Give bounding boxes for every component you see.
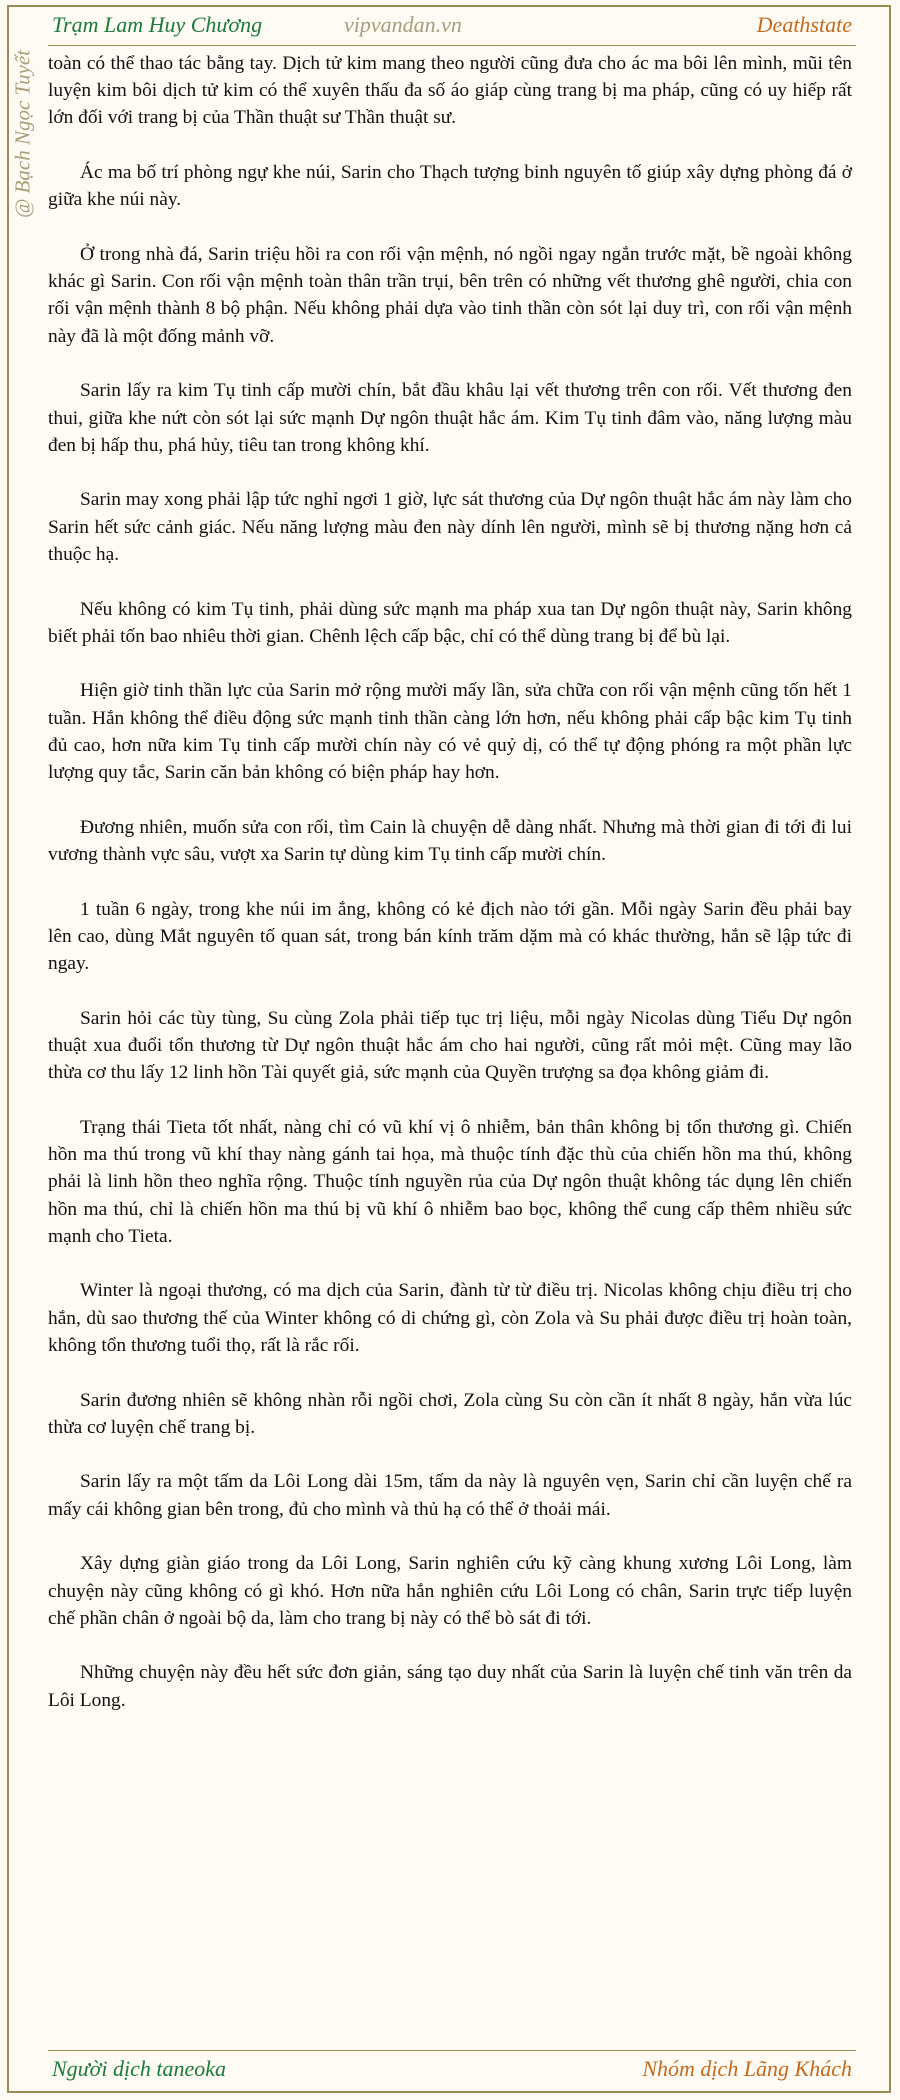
footer-group: Nhóm dịch Lãng Khách <box>642 2056 852 2081</box>
side-watermark: @ Bạch Ngọc Tuyết <box>10 50 35 219</box>
paragraph: Sarin lấy ra kim Tụ tinh cấp mười chín, bắt đầu khâu lại vết thương trên con rối. Vết thương đen thui, giữa khe nứt còn sót lại sức mạnh Dự ngôn thuật hắc ám. Kim Tụ tinh đâm vào, năng lượng màu đen bị hấp thu, phá hủy, tiêu tan trong không khí. <box>48 380 852 456</box>
paragraph: 1 tuần 6 ngày, trong khe núi im ắng, không có kẻ địch nào tới gần. Mỗi ngày Sarin đều phải bay lên cao, dùng Mắt nguyên tố quan sát, trong bán kính trăm dặm mà có khác thường, hắn sẽ lập tức đi ngay. <box>48 898 852 975</box>
header-book-title: Deathstate <box>756 12 852 37</box>
paragraph: Winter là ngoại thương, có ma dịch của Sarin, đành từ từ điều trị. Nicolas không chịu điều trị cho hắn, dù sao thương thế của Winter không có di chứng gì, còn Zola và Su phải được điều trị hoàn toàn, không tổn thương tuổi thọ, rất là rắc rối. <box>48 1280 852 1356</box>
paragraph: Sarin đương nhiên sẽ không nhàn rỗi ngồi chơi, Zola cùng Su còn cần ít nhất 8 ngày, hắn vừa lúc thừa cơ luyện chế trang bị. <box>48 1389 852 1438</box>
paragraph: Ác ma bố trí phòng ngự khe núi, Sarin cho Thạch tượng binh nguyên tố giúp xây dựng phòng đá ở giữa khe núi này. <box>48 162 852 211</box>
paragraph: Nếu không có kim Tụ tinh, phải dùng sức mạnh ma pháp xua tan Dự ngôn thuật này, Sarin không biết phải tốn bao nhiêu thời gian. Chênh lệch cấp bậc, chỉ có thể dùng trang bị để bù lại. <box>48 598 852 647</box>
header-domain: vipvandan.vn <box>344 12 462 37</box>
footer-divider <box>48 2050 856 2051</box>
paragraph: toàn có thể thao tác bằng tay. Dịch tử kim mang theo người cũng đưa cho ác ma bôi lên mình, mũi tên luyện kim bôi dịch tử kim có thể xuyên thấu đa số áo giáp cùng trang bị ma pháp, cũng có uy hiếp rất lớn đối với trang bị của Thần thuật sư Thần thuật sư. <box>48 53 852 129</box>
footer-translator: Người dịch taneoka <box>52 2056 227 2081</box>
header-divider <box>48 45 856 46</box>
paragraph: Trạng thái Tieta tốt nhất, nàng chỉ có vũ khí vị ô nhiễm, bản thân không bị tổn thương gì. Chiến hồn ma thú trong vũ khí thay nàng gánh tai họa, mà thuộc tính đặc thù của chiến hồn ma thú, không phải là linh hồn theo nghĩa rộng. Thuộc tính nguyền rủa của Dự ngôn thuật không tác dụng lên chiến hồn ma thú, chỉ là chiến hồn ma thú bị vũ khí ô nhiễm bao bọc, không thể cung cấp thêm nhiều sức mạnh cho Tieta. <box>48 1116 852 1247</box>
chapter-text <box>48 50 852 1741</box>
paragraph: Sarin lấy ra một tấm da Lôi Long dài 15m, tấm da này là nguyên vẹn, Sarin chỉ cần luyện chế ra mấy cái không gian bên trong, đủ cho mình và thủ hạ có thể ở thoải mái. <box>48 1471 852 1520</box>
paragraph: Hiện giờ tinh thần lực của Sarin mở rộng mười mấy lần, sửa chữa con rối vận mệnh cũng tốn hết 1 tuần. Hắn không thể điều động sức mạnh tinh thần càng lớn hơn, nếu không phải cấp bậc kim Tụ tinh đủ cao, hơn nữa kim Tụ tinh cấp mười chín này có vẻ quỷ dị, có thể tự động phóng ra một phần lực lượng quy tắc, Sarin căn bản không có biện pháp hay hơn. <box>48 680 852 784</box>
header-site-name: Trạm Lam Huy Chương <box>52 12 263 37</box>
paragraph: Ở trong nhà đá, Sarin triệu hồi ra con rối vận mệnh, nó ngồi ngay ngắn trước mặt, bề ngoài không khác gì Sarin. Con rối vận mệnh toàn thân trần trụi, bên trên có những vết thương ghê người, chia con rối vận mệnh thành 8 bộ phận. Nếu không phải dựa vào tinh thần còn sót lại duy trì, con rối vận mệnh này đã là một đống mảnh vỡ. <box>48 244 852 347</box>
page-footer <box>52 2056 852 2086</box>
paragraph: Sarin hỏi các tùy tùng, Su cùng Zola phải tiếp tục trị liệu, mỗi ngày Nicolas dùng Tiểu Dự ngôn thuật xua đuổi tổn thương từ Dự ngôn thuật hắc ám cho hai người, cũng rất mỏi mệt. Cũng may lão thừa cơ thu lấy 12 linh hồn Tài quyết giả, sức mạnh của Quyền trượng sa đọa không giảm đi. <box>48 1007 852 1084</box>
paragraph: Những chuyện này đều hết sức đơn giản, sáng tạo duy nhất của Sarin là luyện chế tinh văn trên da Lôi Long. <box>48 1662 852 1711</box>
paragraph: Đương nhiên, muốn sửa con rối, tìm Cain là chuyện dễ dàng nhất. Nhưng mà thời gian đi tới đi lui vương thành vực sâu, vượt xa Sarin tự dùng kim Tụ tinh cấp mười chín. <box>48 816 852 865</box>
paragraph: Xây dựng giàn giáo trong da Lôi Long, Sarin nghiên cứu kỹ càng khung xương Lôi Long, làm chuyện này cũng không có gì khó. Hơn nữa hắn nghiên cứu Lôi Long có chân, Sarin trực tiếp luyện chế phần chân ở ngoài bộ da, làm cho trang bị này có thể bò sát đi tới. <box>48 1553 852 1629</box>
page-header <box>52 8 852 44</box>
paragraph: Sarin may xong phải lập tức nghỉ ngơi 1 giờ, lực sát thương của Dự ngôn thuật hắc ám này làm cho Sarin hết sức cảnh giác. Nếu năng lượng màu đen này dính lên người, mình sẽ bị thương nặng hơn cả thuộc hạ. <box>48 489 852 565</box>
